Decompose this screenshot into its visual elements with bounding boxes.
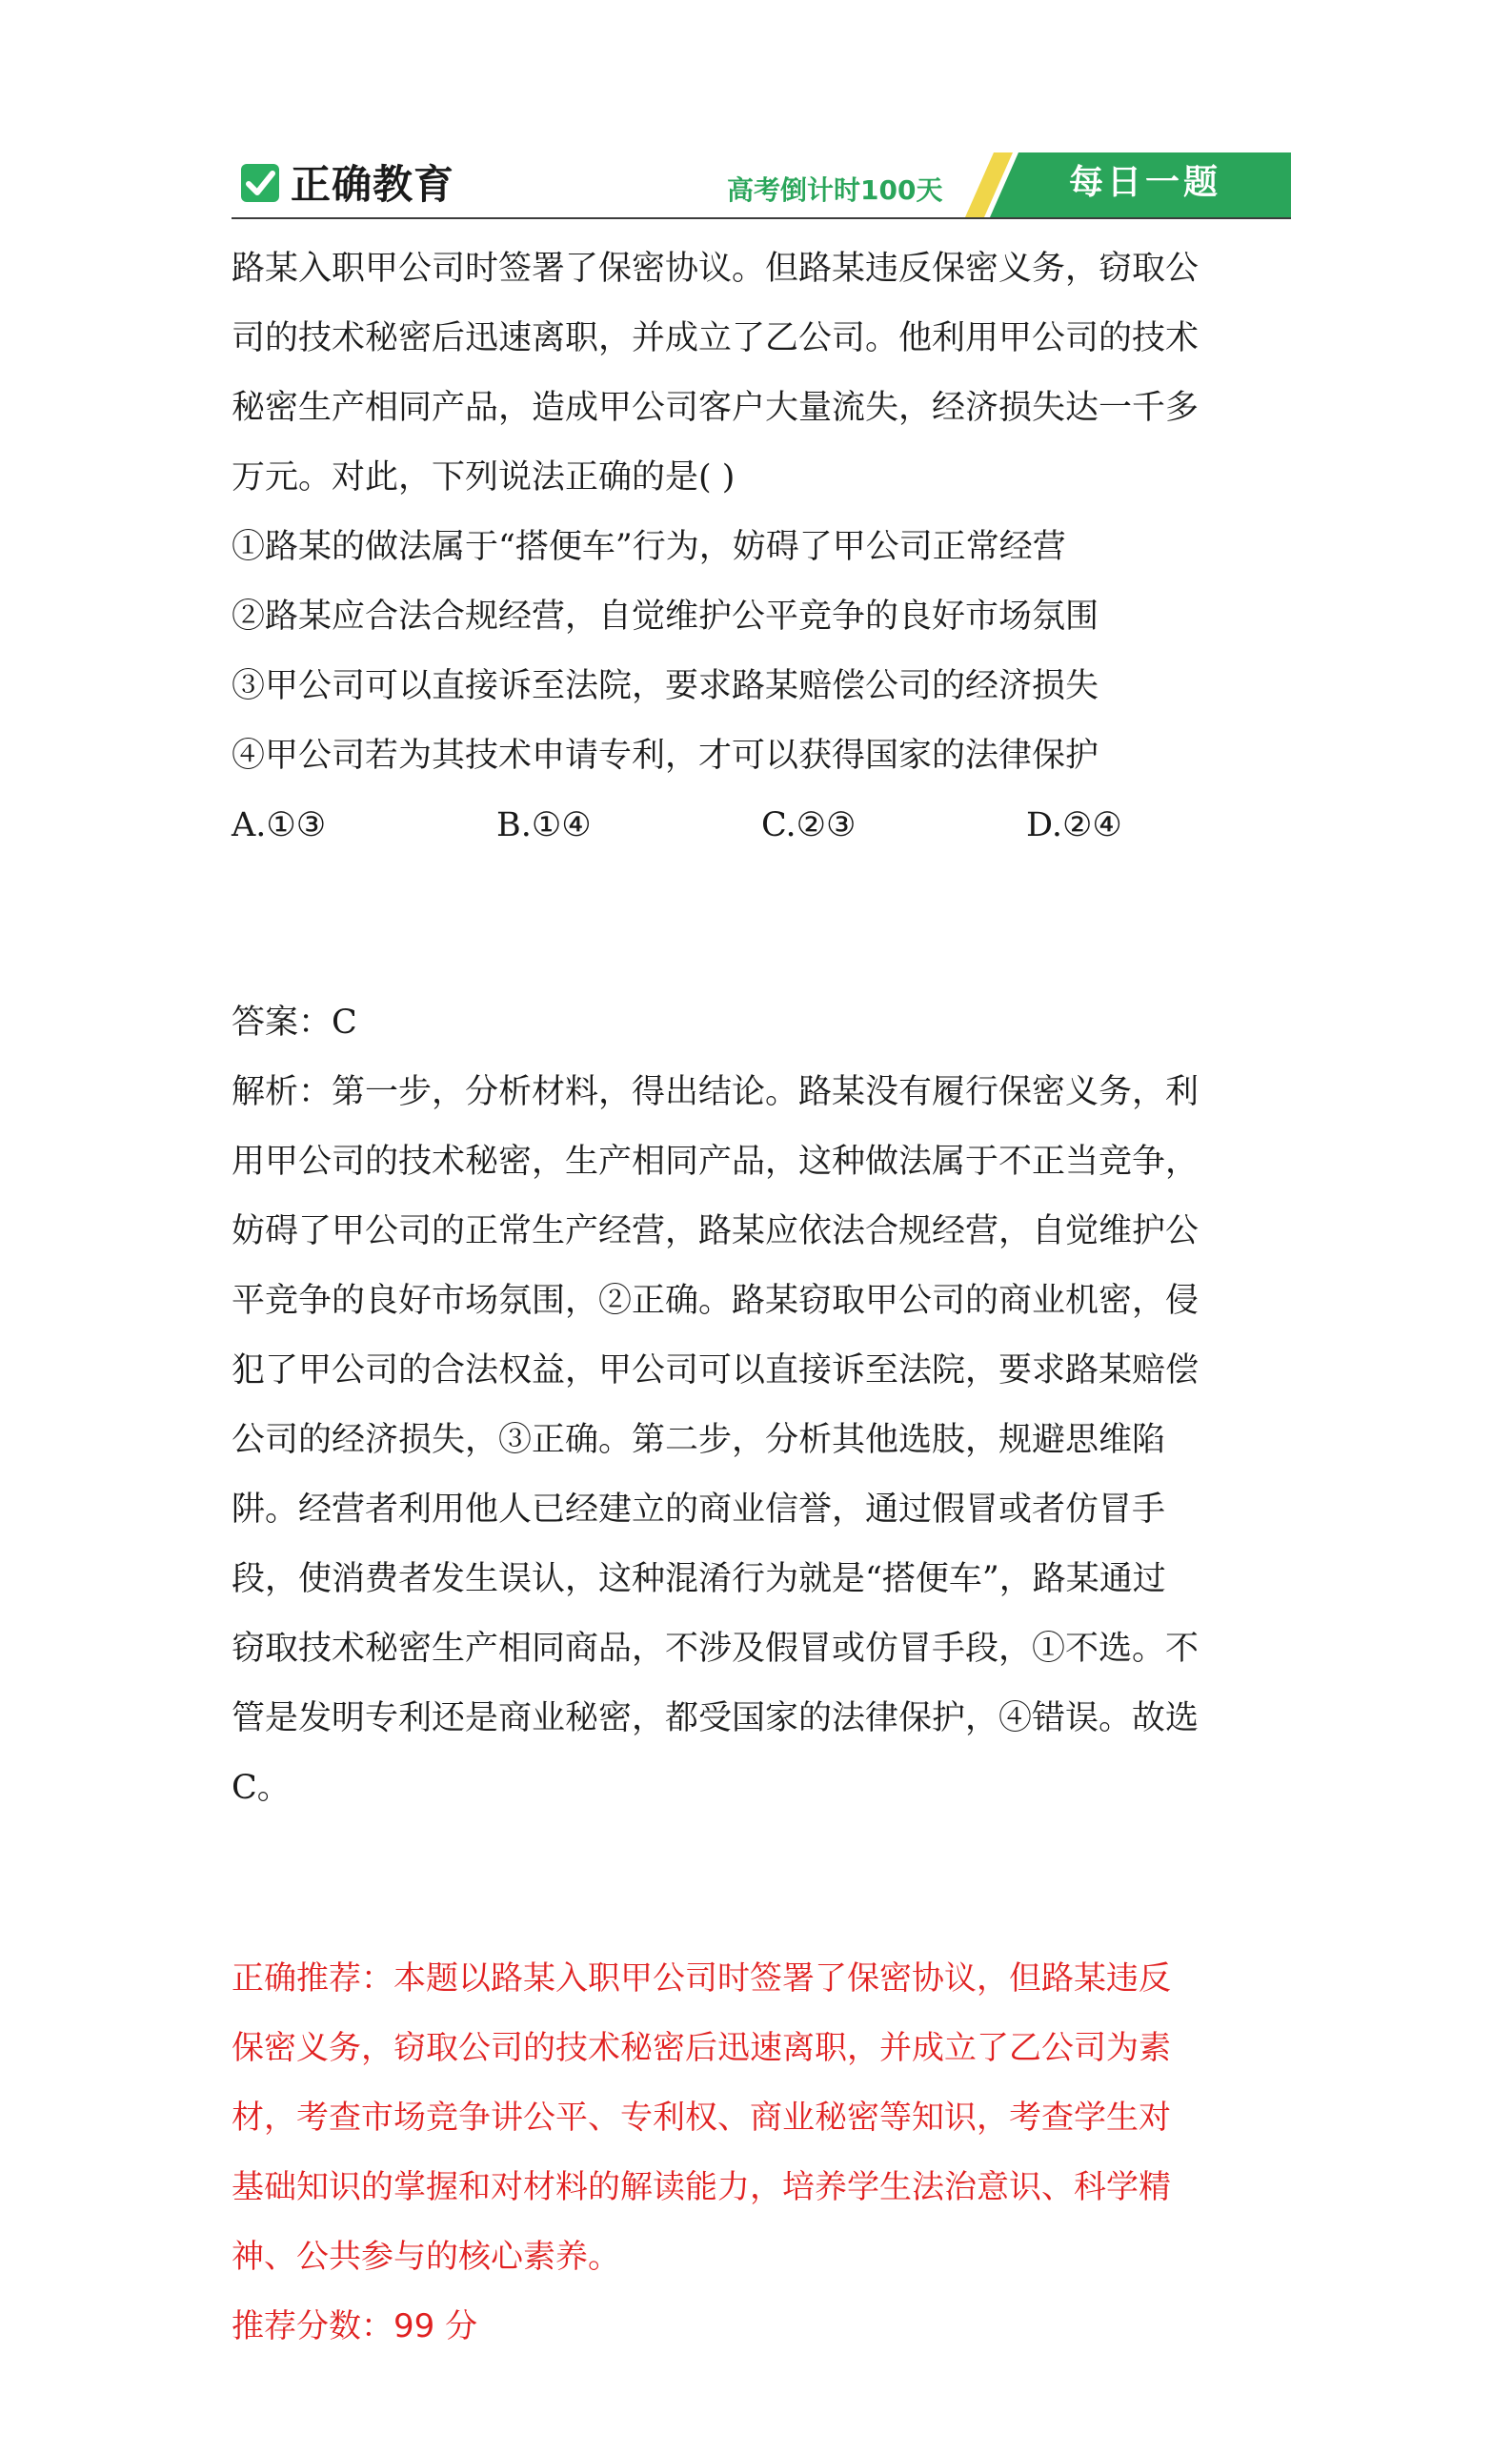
analysis-line: 妨碍了甲公司的正常生产经营，路某应依法合规经营，自觉维护公	[232, 1212, 1200, 1250]
analysis-line: 管是发明专利还是商业秘密，都受国家的法律保护，④错误。故选	[232, 1699, 1200, 1737]
analysis-line: 平竞争的良好市场氛围，②正确。路某窃取甲公司的商业机密，侵	[232, 1282, 1200, 1320]
recommend-line: 神、公共参与的核心素养。	[232, 2238, 620, 2276]
analysis-line: 段，使消费者发生误认，这种混淆行为就是“搭便车”，路某通过	[232, 1560, 1166, 1598]
checkmark-logo-icon	[241, 164, 279, 202]
option-c: C.②③	[761, 806, 857, 844]
answer-options	[232, 791, 1280, 861]
question-stem-line: 秘密生产相同产品，造成甲公司客户大量流失，经济损失达一千多	[232, 389, 1200, 427]
option-d: D.②④	[1026, 806, 1122, 844]
ribbon-label: 每日一题	[1068, 163, 1221, 202]
recommend-line: 材，考查市场竞争讲公平、专利权、商业秘密等知识，考查学生对	[232, 2099, 1171, 2137]
analysis-line: 阱。经营者利用他人已经建立的商业信誉，通过假冒或者仿冒手	[232, 1491, 1166, 1529]
question-stem-line: 路某入职甲公司时签署了保密协议。但路某违反保密义务，窃取公	[232, 250, 1200, 288]
countdown-label: 高考倒计时100天	[727, 174, 943, 206]
brand-name: 正确教育	[291, 161, 455, 208]
daily-question-ribbon	[965, 152, 1291, 217]
recommend-score: 推荐分数：99 分	[232, 2307, 478, 2345]
question-block	[232, 234, 1280, 861]
statement-2: ②路某应合法合规经营，自觉维护公平竞争的良好市场氛围	[232, 598, 1099, 636]
analysis-line: 公司的经济损失，③正确。第二步，分析其他选肢，规避思维陷	[232, 1421, 1166, 1459]
answer-block	[232, 988, 1280, 1823]
question-stem-line: 司的技术秘密后迅速离职，并成立了乙公司。他利用甲公司的技术	[232, 319, 1200, 357]
option-a: A.①③	[232, 806, 327, 844]
question-stem-line: 万元。对此，下列说法正确的是( )	[232, 458, 736, 497]
page-header	[232, 152, 1291, 219]
recommend-line: 正确推荐：本题以路某入职甲公司时签署了保密协议，但路某违反	[232, 1959, 1171, 1998]
analysis-line: 犯了甲公司的合法权益，甲公司可以直接诉至法院，要求路某赔偿	[232, 1351, 1200, 1390]
analysis-line: 窃取技术秘密生产相同商品，不涉及假冒或仿冒手段，①不选。不	[232, 1630, 1200, 1668]
statement-1: ①路某的做法属于“搭便车”行为，妨碍了甲公司正常经营	[232, 528, 1066, 566]
statement-4: ④甲公司若为其技术申请专利，才可以获得国家的法律保护	[232, 737, 1099, 775]
option-b: B.①④	[496, 806, 592, 844]
analysis-line: 用甲公司的技术秘密，生产相同产品，这种做法属于不正当竞争，	[232, 1143, 1200, 1181]
answer-line: 答案：C	[232, 1004, 357, 1042]
header-divider	[232, 217, 1291, 219]
recommendation-block	[232, 1944, 1280, 2362]
recommend-line: 保密义务，窃取公司的技术秘密后迅速离职，并成立了乙公司为素	[232, 2029, 1171, 2067]
statement-3: ③甲公司可以直接诉至法院，要求路某赔偿公司的经济损失	[232, 667, 1099, 705]
recommend-line: 基础知识的掌握和对材料的解读能力，培养学生法治意识、科学精	[232, 2168, 1171, 2206]
analysis-line: C。	[232, 1769, 291, 1807]
analysis-line: 解析：第一步，分析材料，得出结论。路某没有履行保密义务，利	[232, 1073, 1200, 1111]
